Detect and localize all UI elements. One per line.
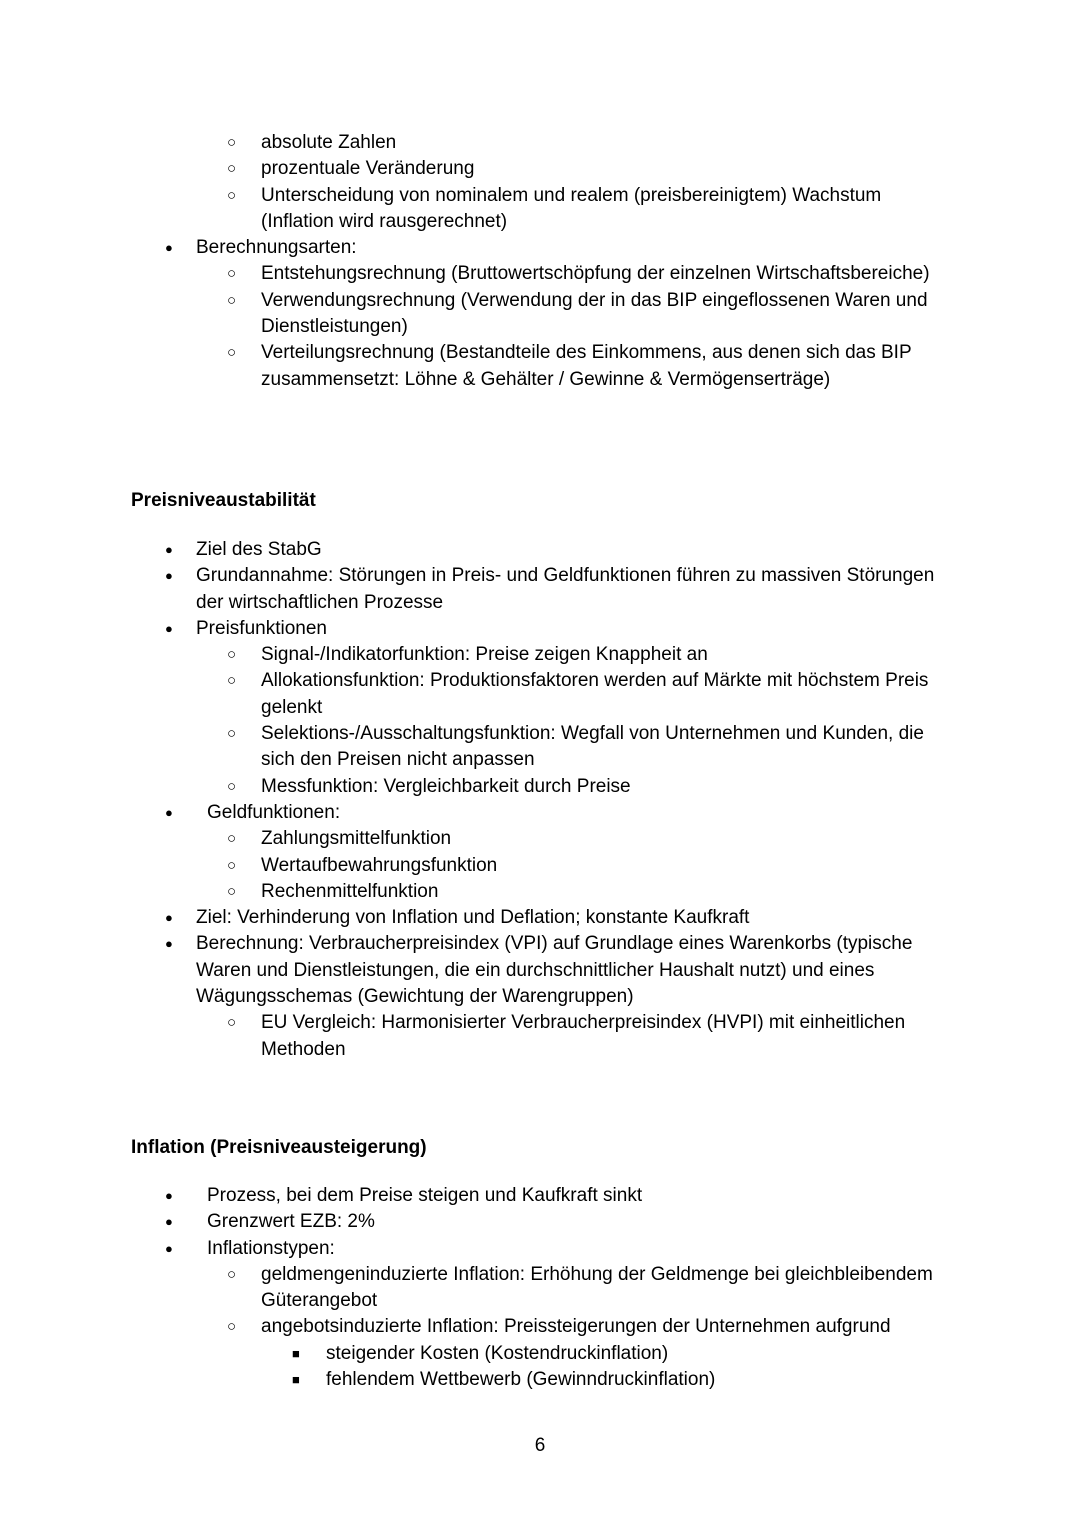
section-bip-list bbox=[0, 130, 1080, 393]
list-item-level-2: ○ Messfunktion: Vergleichbarkeit durch Preise bbox=[0, 774, 951, 800]
heading-inflation: Inflation (Preisniveausteigerung) bbox=[131, 1137, 427, 1158]
list-item-level-2: ○ Verwendungsrechnung (Verwendung der in das BIP eingeflossenen Waren und Dienstleistungen) bbox=[0, 288, 951, 341]
list-item-level-1: ● Prozess, bei dem Preise steigen und Kaufkraft sinkt bbox=[0, 1183, 957, 1209]
bullet-list bbox=[0, 1183, 1080, 1393]
section-preisniveaustabilitaet-list bbox=[0, 537, 1080, 1063]
list-item-level-2: ○ EU Vergleich: Harmonisierter Verbraucherpreisindex (HVPI) mit einheitlichen Methoden bbox=[0, 1010, 951, 1063]
list-item-level-1: ● Grenzwert EZB: 2% bbox=[0, 1209, 957, 1235]
list-item-level-3: ■ steigender Kosten (Kostendruckinflation) bbox=[0, 1341, 946, 1367]
list-item-level-1: ● Preisfunktionen bbox=[0, 616, 956, 642]
list-item-level-1: ● Ziel: Verhinderung von Inflation und Deflation; konstante Kaufkraft bbox=[0, 905, 956, 931]
list-item-level-1: ● Geldfunktionen: bbox=[0, 800, 957, 826]
list-item-level-1: ● Ziel des StabG bbox=[0, 537, 956, 563]
list-item-level-1: ● Berechnung: Verbraucherpreisindex (VPI) auf Grundlage eines Warenkorbs (typische Waren und Dienstleistungen, die ein durchschnittlicher Haushalt nutzt) und eines Wägungsschemas (Gewichtung der Warengruppen) bbox=[0, 931, 956, 1010]
bullet-list bbox=[0, 537, 1080, 1063]
list-item-level-2: ○ Signal-/Indikatorfunktion: Preise zeigen Knappheit an bbox=[0, 642, 951, 668]
bullet-list bbox=[0, 130, 1080, 393]
list-item-level-2: ○ geldmengeninduzierte Inflation: Erhöhung der Geldmenge bei gleichbleibendem Güterangebot bbox=[0, 1262, 951, 1315]
list-item-level-2: ○ Wertaufbewahrungsfunktion bbox=[0, 853, 951, 879]
list-item-level-2: ○ Zahlungsmittelfunktion bbox=[0, 826, 951, 852]
list-item-level-2: ○ Verteilungsrechnung (Bestandteile des Einkommens, aus denen sich das BIP zusammensetzt: Löhne & Gehälter / Gewinne & Vermögenserträge) bbox=[0, 340, 951, 393]
list-item-level-2: ○ Allokationsfunktion: Produktionsfaktoren werden auf Märkte mit höchstem Preis gelenkt bbox=[0, 668, 951, 721]
list-item-level-2: ○ angebotsinduzierte Inflation: Preissteigerungen der Unternehmen aufgrund bbox=[0, 1314, 951, 1340]
heading-preisniveaustabilitaet: Preisniveaustabilität bbox=[131, 490, 316, 511]
list-item-level-2: ○ Selektions-/Ausschaltungsfunktion: Wegfall von Unternehmen und Kunden, die sich den Preisen nicht anpassen bbox=[0, 721, 951, 774]
list-item-level-2: ○ Unterscheidung von nominalem und realem (preisbereinigtem) Wachstum (Inflation wird rausgerechnet) bbox=[0, 183, 951, 236]
list-item-level-1: ● Grundannahme: Störungen in Preis- und Geldfunktionen führen zu massiven Störungen der wirtschaftlichen Prozesse bbox=[0, 563, 956, 616]
list-item-level-2: ○ prozentuale Veränderung bbox=[0, 156, 951, 182]
list-item-level-2: ○ Rechenmittelfunktion bbox=[0, 879, 951, 905]
list-item-level-1: ● Inflationstypen: bbox=[0, 1236, 957, 1262]
list-item-level-2: ○ absolute Zahlen bbox=[0, 130, 951, 156]
page-number: 6 bbox=[534, 1435, 546, 1456]
list-item-level-2: ○ Entstehungsrechnung (Bruttowertschöpfung der einzelnen Wirtschaftsbereiche) bbox=[0, 261, 951, 287]
list-item-level-1: ● Berechnungsarten: bbox=[0, 235, 956, 261]
list-item-level-3: ■ fehlendem Wettbewerb (Gewinndruckinflation) bbox=[0, 1367, 946, 1393]
section-inflation-list bbox=[0, 1183, 1080, 1393]
